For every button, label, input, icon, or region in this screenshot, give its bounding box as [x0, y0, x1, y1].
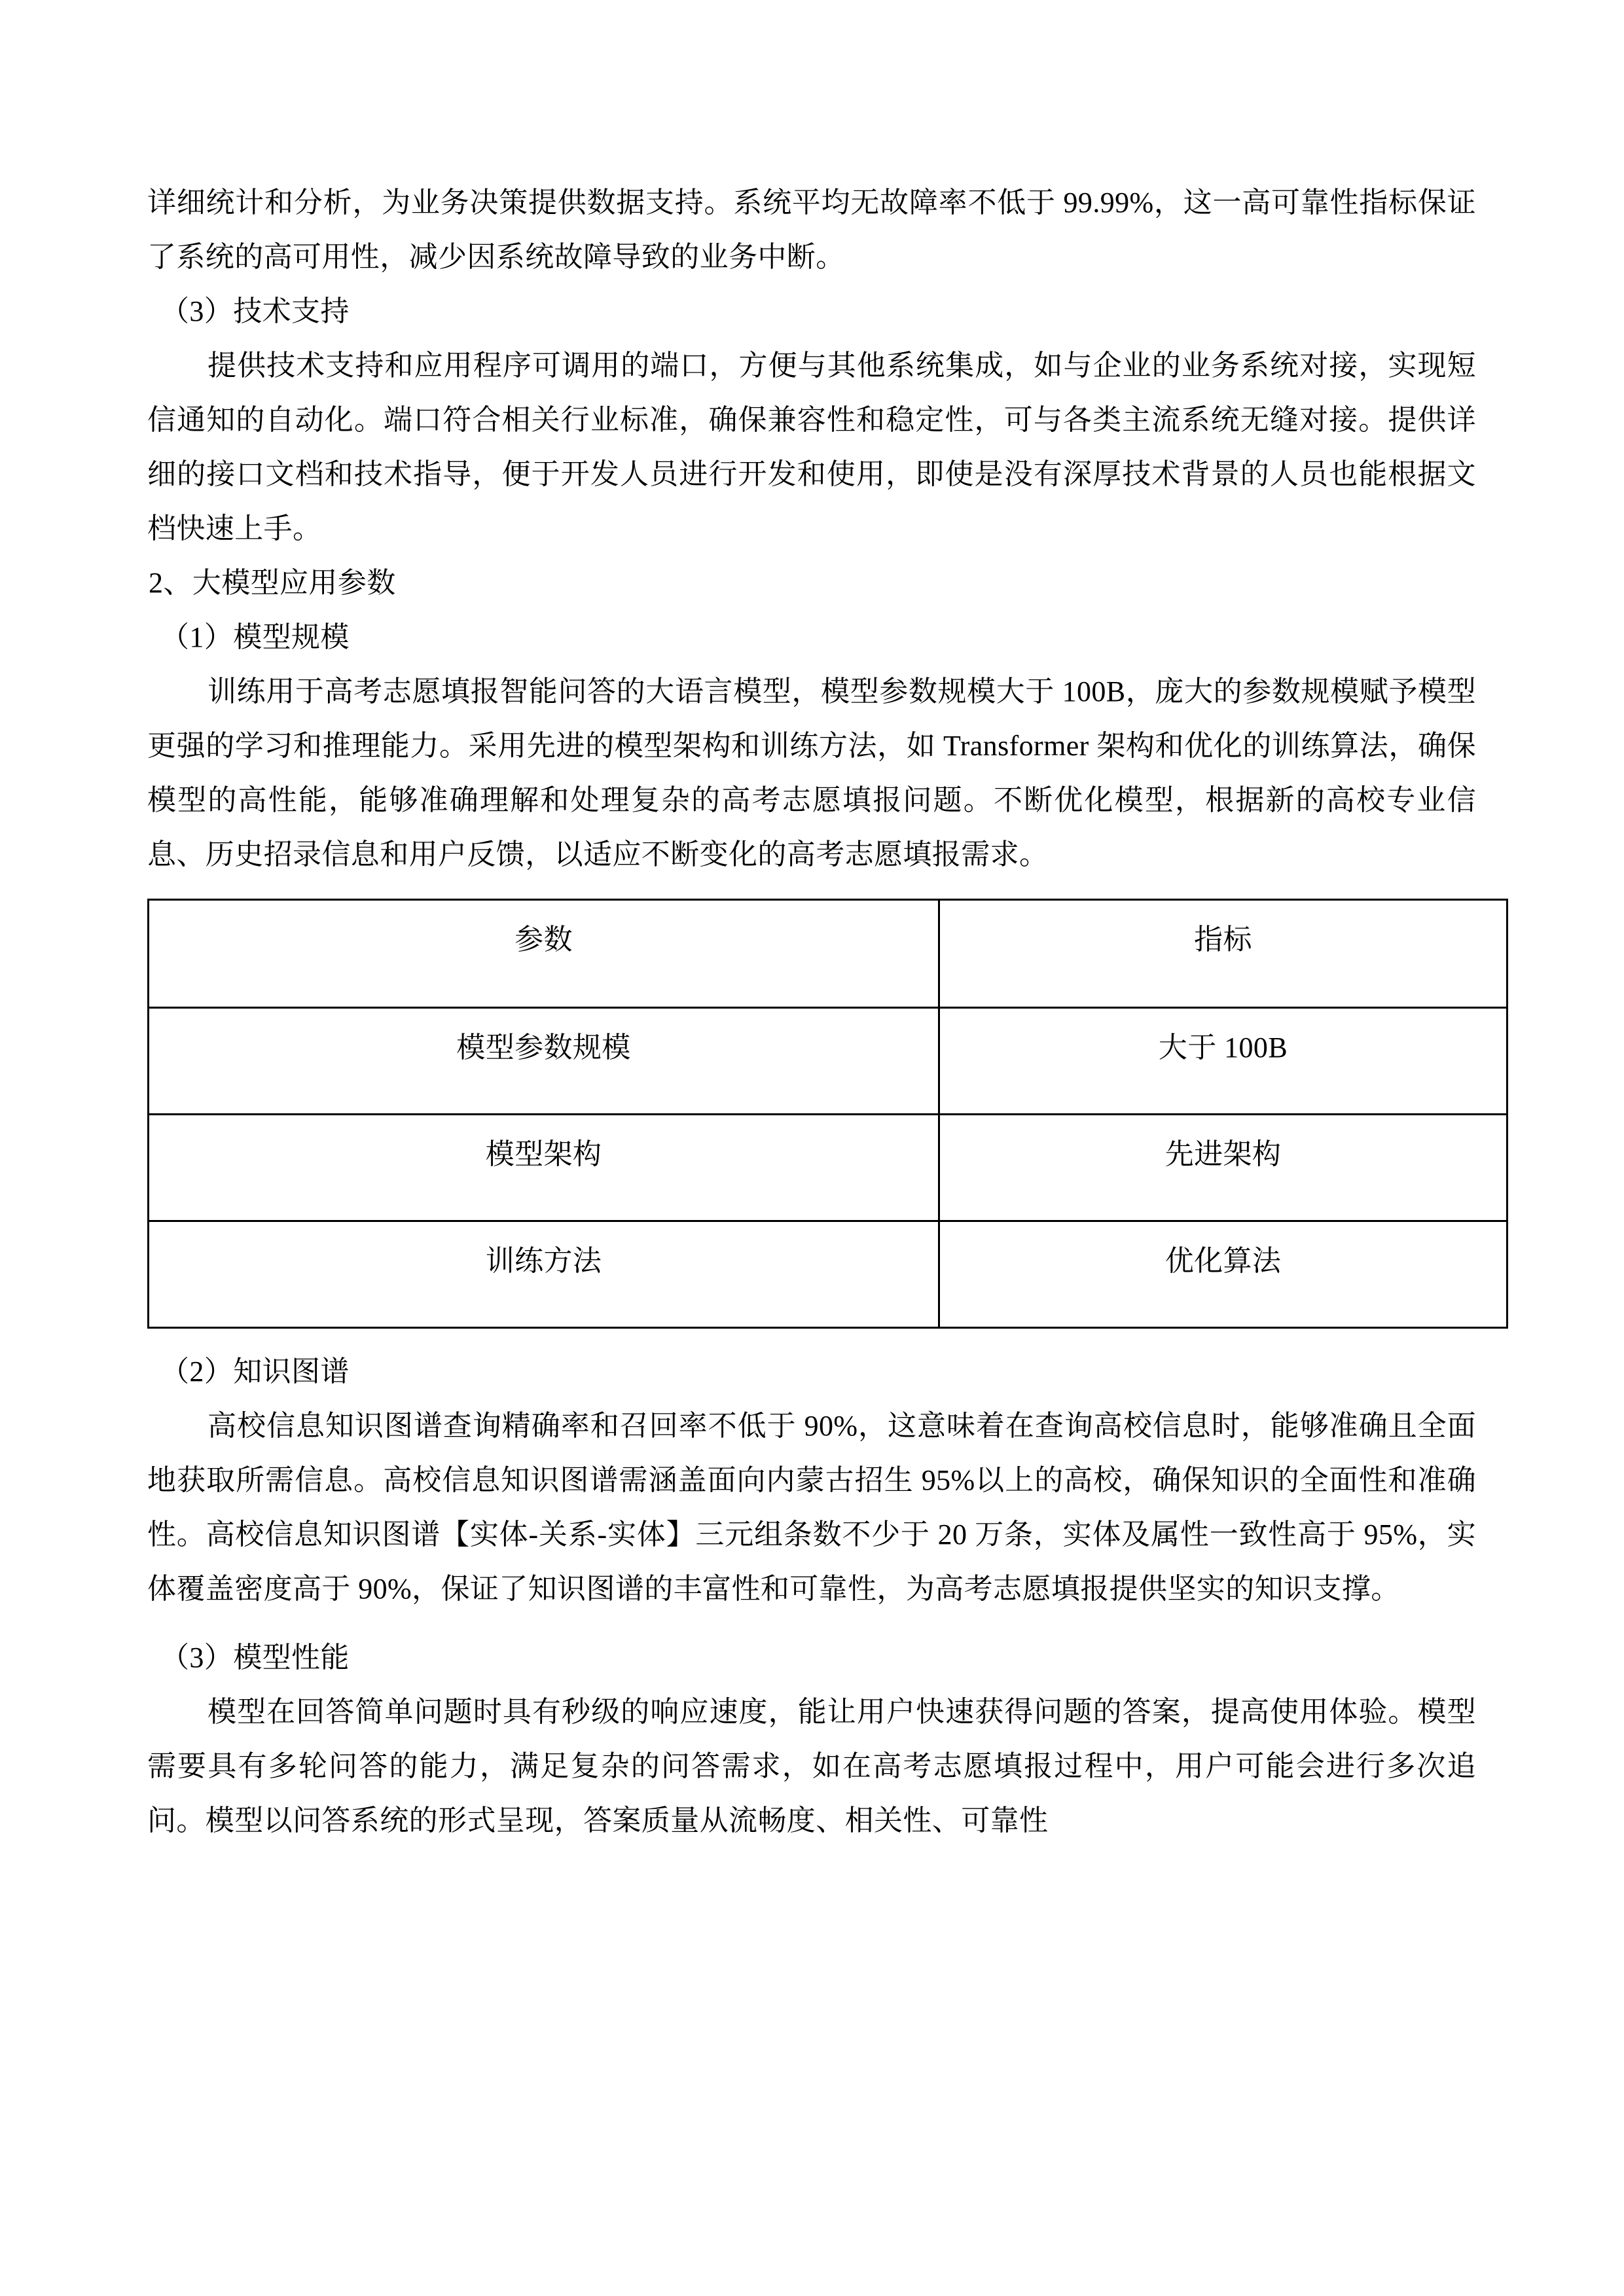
heading-knowledge-graph: （2）知识图谱 [160, 1355, 350, 1388]
paragraph-model-performance: 模型在回答简单问题时具有秒级的响应速度，能让用户快速获得问题的答案，提高使用体验。模型需要具有多轮问答的能力，满足复杂的问答需求，如在高考志愿填报过程中，用户可能会进行多次追问。模型以问答系统的形式呈现，答案质量从流畅度、相关性、可靠性 [147, 1696, 1476, 1837]
document-body [147, 175, 1476, 1848]
table-cell-parameter: 模型架构 [149, 1115, 939, 1221]
model-parameter-table [147, 899, 1508, 1329]
heading-tech-support: （3）技术支持 [160, 295, 350, 327]
paragraph-reliability: 详细统计和分析，为业务决策提供数据支持。系统平均无故障率不低于 99.99%，这一高可靠性指标保证了系统的高可用性，减少因系统故障导致的业务中断。 [147, 187, 1476, 273]
table-cell-indicator: 先进架构 [939, 1115, 1507, 1221]
table-row [149, 1008, 1507, 1115]
heading-model-performance: （3）模型性能 [160, 1641, 350, 1674]
paragraph-knowledge-graph: 高校信息知识图谱查询精确率和召回率不低于 90%，这意味着在查询高校信息时，能够准确且全面地获取所需信息。高校信息知识图谱需涵盖面向内蒙古招生 95%以上的高校，确保知识的全面性和准确性。高校信息知识图谱【实体-关系-实体】三元组条数不少于 20 万条，实体及属性一致性高于 95%，实体覆盖密度高于 90%，保证了知识图谱的丰富性和可靠性，为高考志愿填报提供坚实的知识支撑。 [147, 1410, 1476, 1605]
table-cell-parameter: 训练方法 [149, 1221, 939, 1328]
heading-section-2: 2、大模型应用参数 [149, 567, 396, 599]
spec-table-container [147, 899, 1476, 1329]
table-cell-indicator: 优化算法 [939, 1221, 1507, 1328]
paragraph-spacer [147, 1616, 1476, 1630]
table-row [149, 1221, 1507, 1328]
paragraph-model-scale: 训练用于高考志愿填报智能问答的大语言模型，模型参数规模大于 100B，庞大的参数规模赋予模型更强的学习和推理能力。采用先进的模型架构和训练方法，如 Transformer 架构和优化的训练算法，确保模型的高性能，能够准确理解和处理复杂的高考志愿填报问题。不断优化模型，根据新的高校专业信息、历史招录信息和用户反馈，以适应不断变化的高考志愿填报需求。 [147, 675, 1476, 870]
table-cell-indicator: 大于 100B [939, 1008, 1507, 1115]
table-row [149, 1115, 1507, 1221]
table-cell-parameter: 模型参数规模 [149, 1008, 939, 1115]
table-header-parameter: 参数 [149, 900, 939, 1008]
table-header-indicator: 指标 [939, 900, 1507, 1008]
paragraph-tech-support: 提供技术支持和应用程序可调用的端口，方便与其他系统集成，如与企业的业务系统对接，实现短信通知的自动化。端口符合相关行业标准，确保兼容性和稳定性，可与各类主流系统无缝对接。提供详细的接口文档和技术指导，便于开发人员进行开发和使用，即使是没有深厚技术背景的人员也能根据文档快速上手。 [147, 350, 1476, 545]
table-header-row [149, 900, 1507, 1008]
heading-model-scale: （1）模型规模 [160, 621, 350, 653]
